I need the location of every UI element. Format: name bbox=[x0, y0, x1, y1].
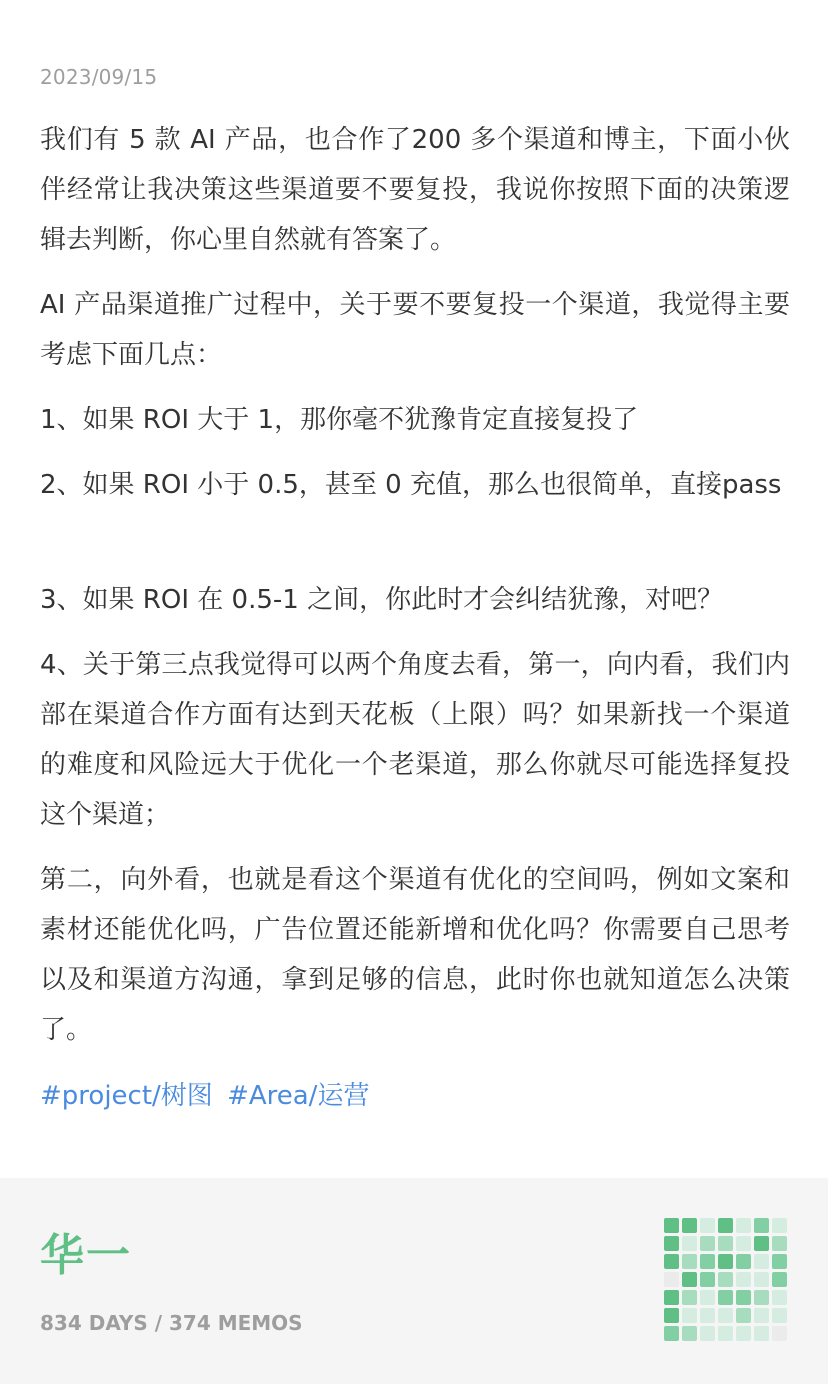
heatmap-cell bbox=[718, 1218, 733, 1233]
heatmap-cell bbox=[718, 1254, 733, 1269]
heatmap-cell bbox=[700, 1290, 715, 1305]
brand-name: 华一 bbox=[40, 1230, 132, 1281]
heatmap-cell bbox=[772, 1272, 787, 1287]
heatmap-cell bbox=[772, 1254, 787, 1269]
memo-paragraph: 4、关于第三点我觉得可以两个角度去看，第一，向内看，我们内部在渠道合作方面有达到天花板（上限）吗？如果新找一个渠道的难度和风险远大于优化一个老渠道，那么你就尽可能选择复投这个渠道； bbox=[40, 650, 790, 830]
heatmap-cell bbox=[664, 1236, 679, 1251]
activity-heatmap bbox=[664, 1218, 790, 1344]
usage-stats: 834 DAYS / 374 MEMOS bbox=[40, 1311, 303, 1335]
heatmap-cell bbox=[700, 1218, 715, 1233]
memo-paragraph: 2、如果 ROI 小于 0.5，甚至 0 充值，那么也很简单，直接pass bbox=[40, 470, 782, 500]
memo-paragraph: 3、如果 ROI 在 0.5-1 之间，你此时才会纠结犹豫，对吧？ bbox=[40, 585, 724, 615]
heatmap-cell bbox=[736, 1308, 751, 1323]
heatmap-cell bbox=[664, 1290, 679, 1305]
heatmap-cell bbox=[754, 1290, 769, 1305]
heatmap-cell bbox=[754, 1308, 769, 1323]
memo-paragraph: 我们有 5 款 AI 产品，也合作了200 多个渠道和博主，下面小伙伴经常让我决策这些渠道要不要复投，我说你按照下面的决策逻辑去判断，你心里自然就有答案了。 bbox=[40, 125, 790, 255]
heatmap-cell bbox=[664, 1272, 679, 1287]
memo-paragraph: AI 产品渠道推广过程中，关于要不要复投一个渠道，我觉得主要考虑下面几点： bbox=[40, 290, 790, 370]
heatmap-cell bbox=[682, 1326, 697, 1341]
heatmap-cell bbox=[736, 1236, 751, 1251]
heatmap-cell bbox=[754, 1218, 769, 1233]
heatmap-cell bbox=[664, 1326, 679, 1341]
heatmap-cell bbox=[700, 1272, 715, 1287]
heatmap-cell bbox=[718, 1308, 733, 1323]
heatmap-cell bbox=[754, 1254, 769, 1269]
tag-project[interactable]: #project/树图 bbox=[40, 1081, 213, 1111]
heatmap-cell bbox=[772, 1290, 787, 1305]
heatmap-cell bbox=[718, 1236, 733, 1251]
memo-paragraph: 1、如果 ROI 大于 1，那你毫不犹豫肯定直接复投了 bbox=[40, 405, 639, 435]
heatmap-cell bbox=[682, 1272, 697, 1287]
heatmap-cell bbox=[700, 1326, 715, 1341]
heatmap-cell bbox=[664, 1308, 679, 1323]
heatmap-cell bbox=[772, 1218, 787, 1233]
heatmap-cell bbox=[682, 1254, 697, 1269]
heatmap-cell bbox=[736, 1254, 751, 1269]
heatmap-cell bbox=[736, 1218, 751, 1233]
heatmap-cell bbox=[718, 1272, 733, 1287]
heatmap-cell bbox=[700, 1308, 715, 1323]
heatmap-cell bbox=[754, 1236, 769, 1251]
heatmap-cell bbox=[682, 1290, 697, 1305]
heatmap-cell bbox=[772, 1308, 787, 1323]
tag-area[interactable]: #Area/运营 bbox=[227, 1081, 370, 1111]
heatmap-cell bbox=[718, 1290, 733, 1305]
heatmap-cell bbox=[772, 1236, 787, 1251]
heatmap-cell bbox=[754, 1326, 769, 1341]
heatmap-cell bbox=[754, 1272, 769, 1287]
heatmap-cell bbox=[772, 1326, 787, 1341]
footer bbox=[0, 1178, 828, 1384]
heatmap-cell bbox=[682, 1236, 697, 1251]
heatmap-cell bbox=[682, 1218, 697, 1233]
heatmap-cell bbox=[718, 1326, 733, 1341]
heatmap-cell bbox=[664, 1254, 679, 1269]
heatmap-cell bbox=[664, 1218, 679, 1233]
memo-paragraph: 第二，向外看，也就是看这个渠道有优化的空间吗，例如文案和素材还能优化吗，广告位置还能新增和优化吗？你需要自己思考以及和渠道方沟通，拿到足够的信息，此时你也就知道怎么决策了。 bbox=[40, 865, 790, 1045]
heatmap-cell bbox=[736, 1272, 751, 1287]
heatmap-cell bbox=[700, 1236, 715, 1251]
memo-date: 2023/09/15 bbox=[40, 65, 158, 89]
heatmap-cell bbox=[682, 1308, 697, 1323]
tag-list bbox=[40, 1071, 375, 1121]
heatmap-cell bbox=[736, 1290, 751, 1305]
heatmap-cell bbox=[700, 1254, 715, 1269]
heatmap-cell bbox=[736, 1326, 751, 1341]
